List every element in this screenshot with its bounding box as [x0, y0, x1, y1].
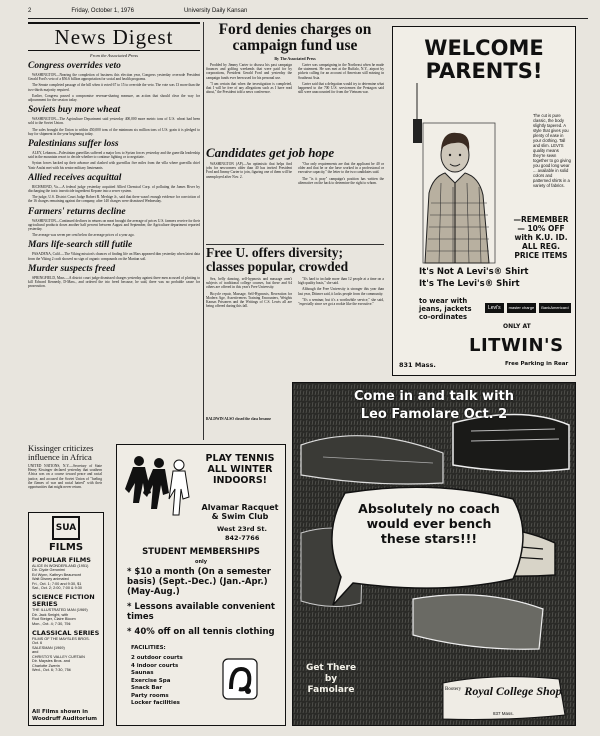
- story-paragraph: "I am certain that when the investigation is completed, that I will be free of any allegations such as I have read about," the President told a news conference.: [206, 81, 292, 95]
- film-line: CHRISTO'S VALLEY CURTAIN: [32, 654, 85, 659]
- candidates-headline: Candidates get job hope: [206, 146, 335, 160]
- film-line: Charlotte Zwerin: [32, 663, 60, 668]
- shoe-headline-2: Leo Famolare Oct. 2: [360, 407, 508, 422]
- film-line: FILMS OF THE MAYSLES BROS.: [32, 637, 90, 642]
- facility-item: Exercise Spa: [131, 677, 171, 684]
- issue-date: Friday, October 1, 1976: [71, 8, 134, 14]
- film-line: Wed., Oct. 6; 7:30, 75¢: [32, 667, 71, 672]
- facility-item: Locker facilities: [131, 700, 180, 706]
- digest-body: [28, 276, 200, 289]
- only-at: ONLY AT: [503, 323, 531, 330]
- digest-paragraph: SPRINGFIELD, Mass.—A district court judge dismissed charges yesterday against three men accused of plotting to kill Edward Kennedy, D-Mass., and ordered the trio freed because, he said, there was no probable cause for prosecution.: [28, 275, 200, 289]
- kissinger-body: UNITED NATIONS, N.Y.—Secretary of State Henry Kissinger declared yesterday that southern Africa was on a course toward peace and racial justice, and accused the Soviet Union of "fueling the flames of war and racial hatred" with their opportunities that might never return.: [28, 464, 102, 490]
- digest-paragraph: RICHMOND, Va.—A federal judge yesterday acquitted Allied Chemical Corp. of polluting the James River by discharging the toxic insecticide ingredient Kepone into a sewer system.: [28, 184, 200, 194]
- store-address: 831 Mass.: [399, 361, 436, 369]
- news-digest: [28, 22, 200, 440]
- ford-headline: Ford denies charges on campaign fund use: [218, 22, 372, 54]
- remember-discount: —REMEMBER— 10% OFF with K.U. ID. ALL REG. PRICE ITEMS: [513, 215, 569, 260]
- films-footer: All Films shown in Woodruff Auditorium: [32, 709, 98, 722]
- digest-body: [28, 151, 200, 170]
- facilities-list: [131, 655, 211, 708]
- free-u-credit: BALDWIN ALSO closed the class because: [206, 417, 271, 421]
- digest-body: [28, 117, 200, 136]
- digest-paragraph: The Senate completed passage of the bill when it voted 67 to 15 to override the veto. The vote was 13 more than the two-thirds majority required.: [28, 83, 200, 92]
- page-number: 2: [28, 8, 32, 14]
- digest-paragraph: Earlier, Congress passed a compromise revenue-sharing measure, an action that should clear the way for adjournment for the session today.: [28, 93, 200, 103]
- film-line: Fri., Oct. 1; 7:00 and 9:30, $1: [32, 581, 82, 586]
- film-line: Oct. 6: [32, 641, 43, 646]
- ford-body: [206, 63, 384, 96]
- digest-paragraph: WASHINGTON—The Agriculture Department said yesterday 400,000 more metric tons of U.S. wheat had been sold to the Soviet Union.: [28, 117, 200, 126]
- ford-byline: By The Associated Press: [274, 56, 316, 61]
- membership-offer: * Lessons available convenient times: [127, 602, 275, 622]
- film-line: and: [32, 650, 39, 655]
- story-paragraph: Although the Free University is stronger this year than last year, Dittmer said, it lacks people from the community.: [298, 287, 384, 296]
- shirt-description: The cut is pure classic, the body slightly tapered. A style that gives you plenty of ease in your clothing. Tall and slim. LEVI'S quality means they're sewn together to go giving you good long wear ... available in solid colors and patterned shirts in a variety of fabrics.: [533, 113, 571, 188]
- club-name: Alvamar Racquet & Swim Club: [201, 503, 279, 521]
- story-paragraph: Carter was campaigning in the Northeast when he made the statement. He was met at the Buffalo, N.Y., airport by pickets calling for an account of American still missing in Southeast Asia.: [298, 63, 384, 80]
- brand-bankamericard: BankAmericard: [539, 303, 570, 313]
- digest-body: [28, 73, 200, 102]
- club-phone: 842-7766: [225, 534, 260, 542]
- story-paragraph: WASHINGTON (AP)—An optimistic that helps find jobs for newcomers older than 40 has invited President Ford and Jimmy Carter to join, figuring one of them will be unemployed after Nov. 2.: [206, 162, 292, 179]
- digest-headline: Congress overrides veto: [28, 61, 121, 71]
- brand-logos: [485, 303, 571, 313]
- digest-body: [28, 252, 200, 260]
- digest-headline: Farmers' returns decline: [28, 206, 126, 217]
- film-line: ALICE IN WONDERLAND (1951): [32, 564, 89, 568]
- memberships-title: STUDENT MEMBERSHIPS: [142, 547, 260, 557]
- club-address: West 23rd St.: [217, 525, 268, 533]
- film-line: Dir. Clyde Geronimi: [32, 568, 65, 573]
- film-line: THE ILLUSTRATED MAN (1969): [32, 608, 88, 613]
- digest-headline: Mars life-search still futile: [28, 240, 133, 251]
- shop-address: 837 Mass.: [493, 711, 514, 716]
- paper-name: University Daily Kansan: [183, 8, 248, 14]
- tennis-offers: [127, 567, 279, 642]
- bootery-label: Bootery: [445, 687, 462, 692]
- digest-paragraph: Syrian forces backed up their advance and clashed with guerrillas five miles from the villa where guerrilla chief Yasir Arafat met with his senior military lieutenants.: [28, 161, 200, 170]
- memberships-only: only: [195, 559, 207, 565]
- digest-paragraph: The judge, U.S. District Court Judge Robert R. Merhige Jr., said that there wasn't enough evidence for conviction of the 16 charges remaining against the company, after 140 charges were dismissed Wednesday.: [28, 195, 200, 204]
- membership-offer: * $10 a month (On a semester basis) (Sept.-Dec.) (Jan.-Apr.) (May-Aug.): [127, 567, 271, 597]
- tennis-ad: [116, 444, 286, 726]
- sua-logo: SUA: [52, 516, 80, 540]
- digest-paragraph: WASHINGTON—Nearing the completion of business this election year, Congress yesterday overrode President Gerald Ford's veto of a $56.6 billion appropriation for social and health programs.: [28, 73, 200, 82]
- digest-byline: From the Associated Press: [90, 53, 138, 58]
- candidates-body: [206, 162, 384, 185]
- film-line: Rod Steiger, Claire Bloom: [32, 617, 76, 622]
- story-paragraph: Sex, belly dancing, self-hypnosis and massage aren't subjects of traditional college courses, but these and 64 others are offered in this year's Free University.: [206, 277, 292, 290]
- sua-sections: [29, 557, 103, 672]
- digest-body: [28, 185, 200, 204]
- brand-levis: Levi's: [485, 303, 504, 313]
- brand-mastercharge: master charge: [507, 303, 537, 313]
- film-line: Ed Wynn, Kathryn Beaumont: [32, 572, 81, 577]
- digest-headline: Soviets buy more wheat: [28, 105, 121, 116]
- shoe-headline-1: Come in and talk with: [353, 389, 514, 404]
- digest-paragraph: WASHINGTON—Continued declines in returns on meat brought the average of prices U.S. farmers receive for their agricultural products down another half percent between August and September, the Agriculture department reported yesterday.: [28, 218, 200, 232]
- sua-films-ad: [28, 512, 104, 726]
- digest-paragraph: The sales brought the Union to within 450,000 tons of the minimum six million tons of U.S. grain it is pledged to buy for shipment in the year beginning today.: [28, 127, 200, 136]
- royal-college-shop-ad: [292, 382, 576, 726]
- film-line: Dir. Maysles Bros. and: [32, 659, 70, 664]
- get-there-famolare: Get There by Famolare: [305, 663, 357, 695]
- film-line: Walt Disney animated: [32, 577, 69, 582]
- story-paragraph: "It's a seminar, but it's a worthwhile service," she said, "especially since we got a rookie like the executive.": [298, 297, 384, 307]
- tagline-1: It's Not A Levi's® Shirt: [419, 267, 529, 277]
- story-paragraph: Bicycle repair, Massage, Self-Hypnosis, Recreation for Modern Age, Assertiveness Training Encounters, Weights Kansas Prisoners and the Writings of C.S. Lewis all are being offered during this fall.: [206, 291, 292, 309]
- digest-paragraph: ALEY, Lebanon—Palestinian guerrillas suffered a major loss to Syrian forces yesterday and the guerrilla leadership said in the mountain resort to decide whether to continue fighting or to negotiate.: [28, 151, 200, 160]
- digest-paragraph: The average was seven per cent below the average prices of a year ago.: [32, 233, 135, 238]
- free-u-headline: Free U. offers diversity; classes popular, crowded: [206, 246, 349, 274]
- digest-paragraph: PASADENA, Calif.—The Viking mission's chances of finding life on Mars appeared dim yesterday when latest data from the Viking 2 craft showed no sign of organic compounds on the Martian soil.: [28, 252, 200, 261]
- story-paragraph: "It's hard to include more than 12 people at a time on a high quality basis," she said.: [298, 277, 384, 286]
- digest-headline: Palestinians suffer loss: [28, 139, 119, 150]
- facility-item: 4 indoor courts: [131, 662, 179, 669]
- digest-stories: [28, 61, 200, 288]
- tennis-headline: PLAY TENNIS ALL WINTER INDOORS!: [205, 453, 275, 486]
- film-section-title: POPULAR FILMS: [32, 556, 91, 564]
- story-paragraph: The "is it pray" campaign's position has written the alternative on the back to determine the right to whom.: [298, 176, 384, 185]
- facility-item: 2 outdoor courts: [131, 655, 183, 661]
- litwins-ad: [392, 26, 576, 376]
- digest-title: News Digest: [28, 22, 200, 51]
- facility-item: Snack Bar: [131, 685, 163, 691]
- tennis-players-illustration: [121, 453, 193, 523]
- speech-bubble-text: Absolutely no coach would ever bench these stars!!!: [358, 501, 500, 546]
- story-paragraph: Carter said that a delegation would try to determine what happened to the 700 U.S. servicemen the Pentagon said still were unaccounted for from the Vietnam war.: [298, 81, 384, 95]
- store-name: LITWIN'S: [469, 335, 564, 356]
- royal-college-shop: Royal College Shop: [464, 684, 562, 698]
- kissinger-headline: Kissinger criticizes influence in Africa: [28, 444, 94, 462]
- alvamar-logo: [221, 657, 259, 701]
- facility-item: Saunas: [131, 670, 154, 676]
- digest-headline: Murder suspects freed: [28, 263, 116, 274]
- parking-note: Free Parking in Rear: [505, 361, 569, 367]
- film-line: Sat., Oct. 2; 2:00, 7:00 & 9:30: [32, 586, 83, 591]
- story-paragraph: Prodded by Jimmy Carter to discuss his past campaign finances and golfing weekends that were paid for by corporations, President Gerald Ford and yesterday the campaign funds ever been used for his personal use.: [206, 63, 292, 80]
- film-line: Mon., Oct. 4; 7:30, 75¢: [32, 621, 71, 626]
- membership-offer: * 40% off on all tennis clothing: [127, 627, 275, 637]
- folio: [28, 8, 588, 19]
- facility-item: Party rooms: [131, 692, 169, 699]
- films-heading: FILMS: [48, 542, 84, 553]
- film-section-title: SCIENCE FICTION SERIES: [32, 593, 95, 609]
- film-line: Dir. Jack Smight, with: [32, 612, 69, 617]
- tagline-2: It's The Levi's® Shirt: [419, 279, 520, 289]
- facilities-title: FACILITIES:: [131, 645, 166, 651]
- digest-body: [28, 219, 200, 238]
- wear-with: to wear with jeans, jackets co-ordinates: [419, 297, 472, 321]
- ford-story: [206, 22, 384, 144]
- film-line: SALESMAN (1969): [32, 645, 65, 650]
- candidates-story: [206, 146, 384, 242]
- story-paragraph: "Our only requirements are that the applicant be 40 or older and that he or she have worked in a professional or executive capacity," the letter to the two candidates said.: [298, 162, 384, 175]
- welcome-headline: WELCOME PARENTS!: [424, 36, 544, 83]
- digest-headline: Allied receives acquittal: [28, 172, 122, 183]
- film-section-title: CLASSICAL SERIES: [32, 629, 100, 638]
